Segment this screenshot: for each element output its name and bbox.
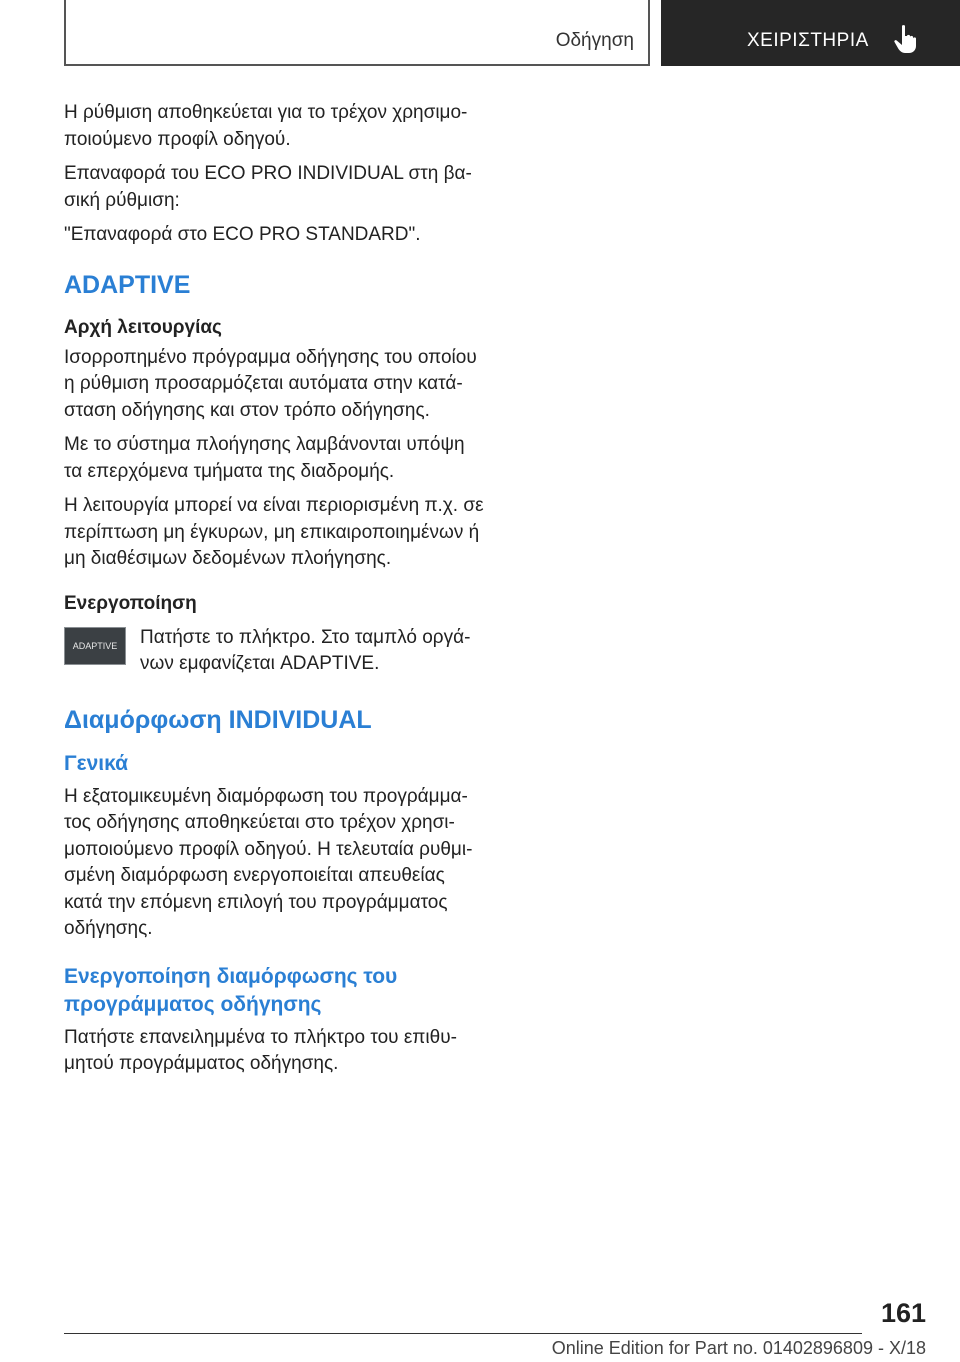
edition-info: Online Edition for Part no. 01402896809 - X/18	[551, 1338, 926, 1358]
manual-tab	[661, 0, 960, 66]
paragraph-storage: Η ρύθμιση αποθηκεύεται για το τρέχον χρησιμο‐ποιούμενο προφίλ οδηγού.	[64, 102, 468, 150]
paragraph-navigation: Με το σύστημα πλοήγησης λαμβάνονται υπόψη τα επερχόμενα τμήματα της διαδρομής.	[64, 434, 465, 482]
paragraph-reset: Επαναφορά του ECO PRO INDIVIDUAL στη βα‐σική ρύθμιση:	[64, 163, 472, 211]
heading-principle: Αρχή λειτουργίας	[64, 316, 222, 338]
section-title: Οδήγηση	[555, 30, 634, 51]
activation-row	[64, 625, 484, 678]
heading-individual: Διαμόρφωση INDIVIDUAL	[64, 705, 372, 734]
heading-activation: Ενεργοποίηση	[64, 592, 197, 614]
paragraph-activate-config: Πατήστε επανειλημμένα το πλήκτρο του επιθυ‐μητού προγράμματος οδήγησης.	[64, 1026, 457, 1074]
activation-instruction: Πατήστε το πλήκτρο. Στο ταμπλό οργά‐νων εμφανίζεται ADAPTIVE.	[140, 626, 471, 674]
page-number: 161	[880, 1298, 926, 1328]
heading-activate-config: Ενεργοποίηση διαμόρφωσης του προγράμματος οδήγησης	[64, 964, 398, 1016]
heading-adaptive: ADAPTIVE	[64, 270, 191, 299]
paragraph-principle: Ισορροπημένο πρόγραμμα οδήγησης του οποίου η ρύθμιση προσαρμόζεται αυτόματα στην κατά‐σταση οδήγησης και στον τρόπο οδήγησης.	[64, 346, 477, 421]
paragraph-reset-option: "Επαναφορά στο ECO PRO STANDARD".	[64, 224, 421, 245]
page-header	[0, 0, 960, 66]
hand-pointer-icon	[893, 24, 919, 54]
footer-divider	[64, 1333, 862, 1334]
paragraph-limitation: Η λειτουργία μπορεί να είναι περιορισμένη π.χ. σε περίπτωση μη έγκυρων, μη επικαιροποιημένων ή μη διαθέσιμων δεδομένων πλοήγησης.	[64, 495, 484, 569]
manual-title: ΧΕΙΡΙΣΤΗΡΙΑ	[747, 30, 869, 51]
adaptive-key-button[interactable]: ADAPTIVE	[64, 627, 126, 665]
paragraph-general: Η εξατομικευμένη διαμόρφωση του προγράμμα‐τος οδήγησης αποθηκεύεται στο τρέχον χρησι‐μοποιούμενο προφίλ οδηγού. Η τελευταία ρυθμι‐σμένη διαμόρφωση ενεργοποιείται απευθείας κατά την επόμενη επιλογή του προγράμματος οδήγησης.	[64, 785, 473, 939]
section-tab	[64, 0, 650, 66]
main-column	[64, 100, 484, 1086]
heading-general: Γενικά	[64, 751, 129, 775]
